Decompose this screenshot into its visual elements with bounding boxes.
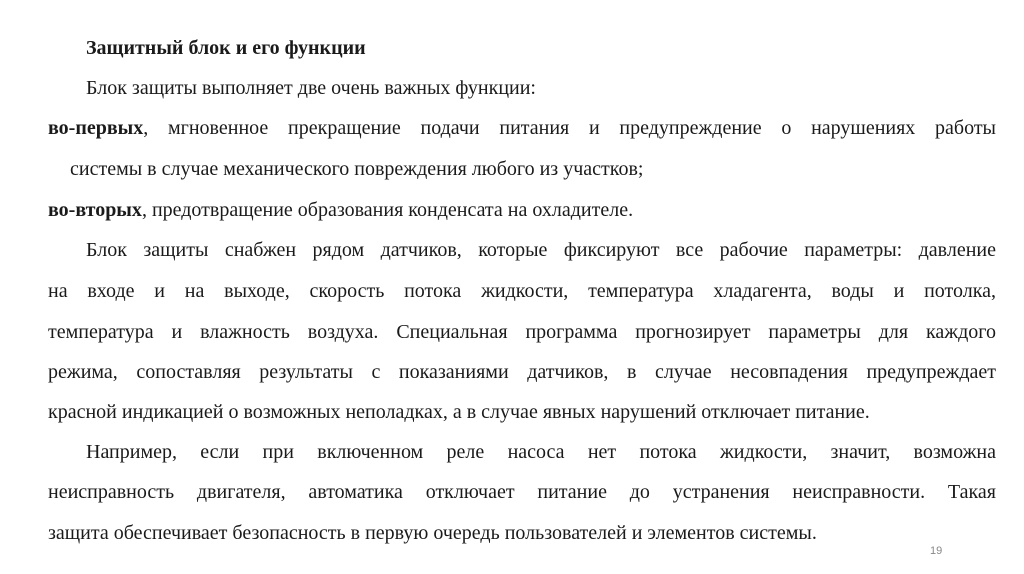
paragraph-3-line: защита обеспечивает безопасность в первую очередь пользователей и элементов системы.	[48, 522, 817, 544]
bullet-1-lead: во-первых	[48, 117, 144, 139]
intro-text: Блок защиты выполняет две очень важных функции:	[86, 77, 536, 99]
bullet-2-lead: во-вторых	[48, 199, 142, 221]
paragraph-2-line: Блок защиты снабжен рядом датчиков, которые фиксируют все рабочие параметры: давление	[86, 239, 996, 261]
bullet-2-text: , предотвращение образования конденсата на охладителе.	[141, 199, 634, 221]
paragraph-2-line: режима, сопоставляя результаты с показаниями датчиков, в случае несовпадения предупреждает	[48, 361, 996, 383]
paragraph-2-line: красной индикацией о возможных неполадках, а в случае явных нарушений отключает питание.	[48, 401, 870, 423]
paragraph-3-line: Например, если при включенном реле насоса нет потока жидкости, значит, возможна	[86, 441, 996, 463]
bullet-1-text: , мгновенное прекращение подачи питания и предупреждение о нарушениях работы	[143, 117, 996, 139]
slide-title: Защитный блок и его функции	[86, 37, 366, 59]
bullet-2-line	[48, 198, 633, 222]
paragraph-2-line: температура и влажность воздуха. Специальная программа прогнозирует параметры для каждого	[48, 321, 996, 343]
bullet-1-line	[48, 116, 996, 140]
page-number: 19	[930, 545, 943, 557]
bullet-1-continuation: системы в случае механического повреждения любого из участков;	[70, 158, 644, 180]
paragraph-3-line: неисправность двигателя, автоматика отключает питание до устранения неисправности. Такая	[48, 481, 996, 503]
paragraph-2-line: на входе и на выходе, скорость потока жидкости, температура хладагента, воды и потолка,	[48, 280, 996, 302]
